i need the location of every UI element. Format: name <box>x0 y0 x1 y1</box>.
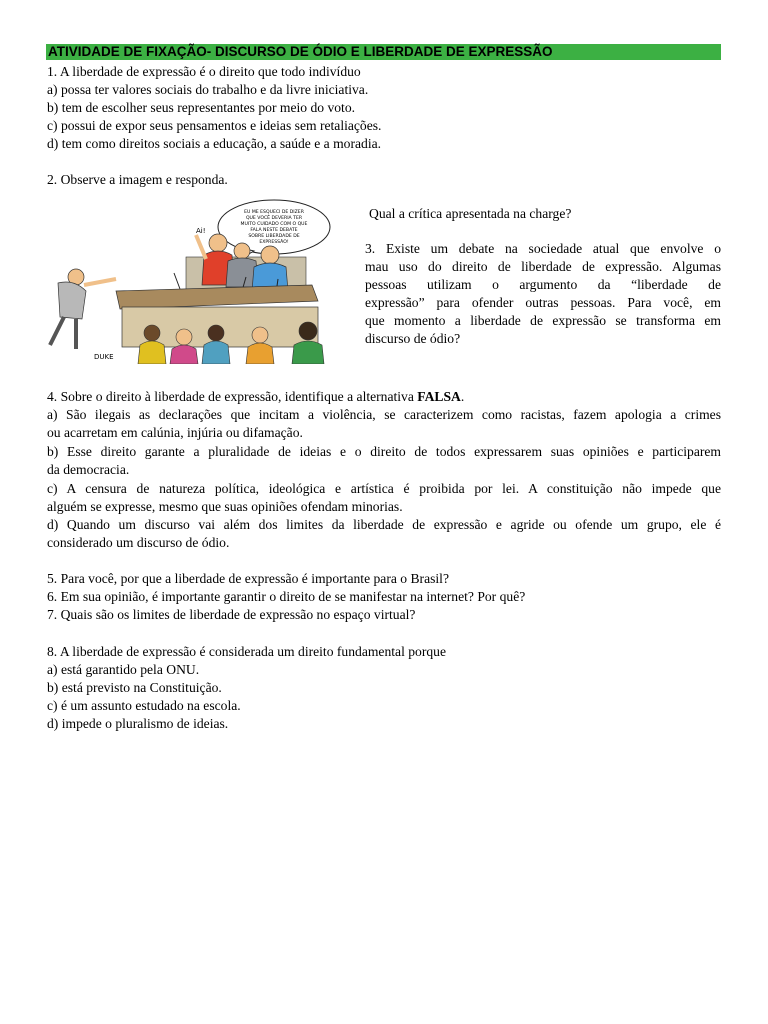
q4-option-b-line-2: da democracia. <box>47 462 130 477</box>
q3-line-3: pessoas utilizam o argumento da “liberdade de <box>365 277 721 292</box>
q2-stem: 2. Observe a imagem e responda. <box>47 172 228 187</box>
q6: 6. Em sua opinião, é importante garantir o direito de se manifestar na internet? Por quê? <box>47 589 526 604</box>
q1-option-a: a) possa ter valores sociais do trabalho e da livre iniciativa. <box>47 82 369 97</box>
q8-option-b: b) está previsto na Constituição. <box>47 680 222 695</box>
exclaim-text: Ai! <box>196 227 206 235</box>
speech-line-2: QUE VOCÊ DEVERIA TER <box>245 216 303 221</box>
q3-line-2: mau uso do direito de liberdade de expressão. Algumas <box>365 259 721 274</box>
q8-option-d: d) impede o pluralismo de ideias. <box>47 716 229 731</box>
page-title: ATIVIDADE DE FIXAÇÃO- DISCURSO DE ÓDIO E LIBERDADE DE EXPRESSÃO <box>48 44 553 59</box>
speech-line-5: SOBRE LIBERDADE DE <box>248 234 300 239</box>
q5: 5. Para você, por que a liberdade de expressão é importante para o Brasil? <box>47 571 449 586</box>
q4-option-c-line-1: c) A censura de natureza política, ideológica e artística é proibida por lei. A constituição não impede que <box>47 481 721 496</box>
q4-stem <box>47 388 464 406</box>
q1-option-d: d) tem como direitos sociais a educação, a saúde e a moradia. <box>47 136 382 151</box>
q8-option-a: a) está garantido pela ONU. <box>47 662 200 677</box>
q4-stem-bold: FALSA <box>417 389 461 404</box>
q4-option-a-line-2: ou acarretam em calúnia, injúria ou difamação. <box>47 425 303 440</box>
q4-option-a-line-1: a) São ilegais as declarações que incitam a violência, se caracterizem como racistas, fazem apologia a crimes <box>47 407 721 422</box>
cartoon-image <box>46 199 353 364</box>
q1-option-c: c) possui de expor seus pensamentos e ideias sem retaliações. <box>47 118 382 133</box>
speech-line-4: FALA NESTE DEBATE <box>250 228 298 233</box>
q3-line-5: que momento a liberdade de expressão se transforma em <box>365 313 721 328</box>
q7: 7. Quais são os limites de liberdade de expressão no espaço virtual? <box>47 607 416 622</box>
q4-option-d-line-1: d) Quando um discurso vai além dos limites da liberdade de expressão e agride ou ofende um grupo, ele é <box>47 517 721 532</box>
q4-option-c-line-2: alguém se expresse, mesmo que suas opiniões ofendam minorias. <box>47 499 403 514</box>
q1-stem: 1. A liberdade de expressão é o direito que todo indivíduo <box>47 64 361 79</box>
q3-line-4: expressão” para ofender outras pessoas. Para você, em <box>365 295 721 310</box>
q8-stem: 8. A liberdade de expressão é considerada um direito fundamental porque <box>47 644 446 659</box>
speech-line-6: EXPRESSÃO! <box>259 240 289 245</box>
cartoon-signature: DUKE <box>94 353 114 361</box>
q8-option-c: c) é um assunto estudado na escola. <box>47 698 241 713</box>
q4-stem-text: 4. Sobre o direito à liberdade de expressão, identifique a alternativa <box>47 389 418 404</box>
q3-line-6: discurso de ódio? <box>365 331 461 346</box>
speech-line-3: MUITO CUIDADO COM O QUE <box>240 222 308 227</box>
q4-option-b-line-1: b) Esse direito garante a pluralidade de ideias e o direito de todos expressarem suas opiniões e participarem <box>47 444 721 459</box>
speech-line-1: EU ME ESQUECI DE DIZER <box>244 210 304 215</box>
q4-option-d-line-2: considerado um discurso de ódio. <box>47 535 230 550</box>
q2-question: Qual a crítica apresentada na charge? <box>369 206 572 221</box>
q3-line-1: 3. Existe um debate na sociedade atual que envolve o <box>365 241 721 256</box>
q3-block <box>365 240 721 348</box>
q4-stem-suffix: . <box>460 389 465 404</box>
q1-option-b: b) tem de escolher seus representantes por meio do voto. <box>47 100 356 115</box>
